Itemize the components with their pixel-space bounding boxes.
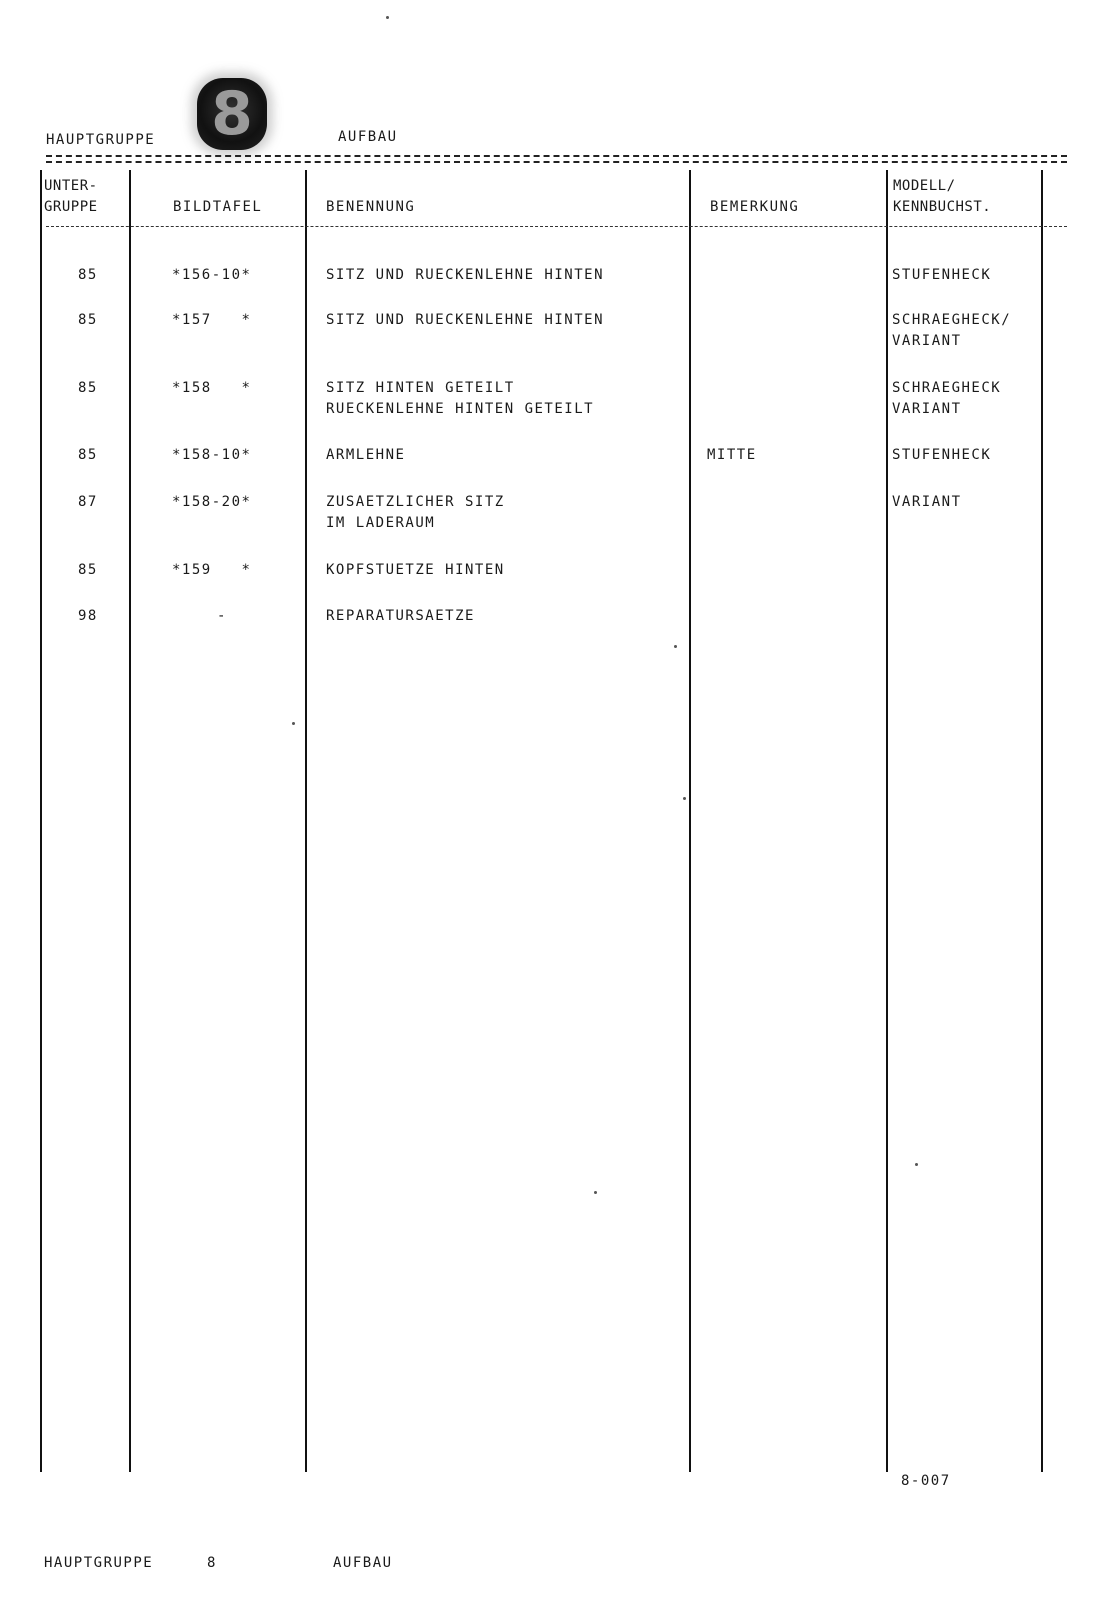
row-modell: VARIANT	[892, 494, 962, 510]
row-bemerkung: MITTE	[707, 447, 757, 463]
row-benennung: ARMLEHNE	[326, 447, 406, 463]
group-number-stamp: 8	[197, 78, 267, 150]
row-bildtafel: *158 *	[172, 380, 252, 396]
row-untergruppe: 85	[78, 267, 98, 283]
scan-speck	[386, 16, 389, 19]
row-modell: SCHRAEGHECK/ VARIANT	[892, 312, 1012, 349]
header-rule-bottom	[46, 161, 1067, 163]
column-header-rule	[46, 226, 1067, 227]
column-header-modell: MODELL/ KENNBUCHST.	[893, 178, 992, 215]
row-modell: SCHRAEGHECK VARIANT	[892, 380, 1002, 417]
column-divider-4	[886, 170, 888, 1472]
row-bildtafel: *158-10*	[172, 447, 252, 463]
row-bildtafel: *158-20*	[172, 494, 252, 510]
column-divider-1	[129, 170, 131, 1472]
row-untergruppe: 85	[78, 447, 98, 463]
footer-label: HAUPTGRUPPE	[44, 1555, 154, 1571]
scan-speck	[292, 722, 295, 725]
row-untergruppe: 98	[78, 608, 98, 624]
header-rule-top	[46, 155, 1067, 157]
table-border-right	[1041, 170, 1043, 1472]
row-benennung: SITZ UND RUECKENLEHNE HINTEN	[326, 312, 605, 328]
row-benennung: KOPFSTUETZE HINTEN	[326, 562, 505, 578]
row-untergruppe: 85	[78, 380, 98, 396]
column-header-benennung: BENENNUNG	[326, 199, 416, 215]
footer-group-number: 8	[207, 1555, 217, 1571]
column-header-bildtafel: BILDTAFEL	[173, 199, 263, 215]
row-modell: STUFENHECK	[892, 447, 992, 463]
scan-speck	[674, 645, 677, 648]
column-header-untergruppe: UNTER- GRUPPE	[44, 178, 98, 215]
row-modell: STUFENHECK	[892, 267, 992, 283]
scan-speck	[915, 1163, 918, 1166]
page-number: 8-007	[901, 1473, 951, 1489]
scan-speck	[594, 1191, 597, 1194]
row-bildtafel: *159 *	[172, 562, 252, 578]
row-untergruppe: 85	[78, 312, 98, 328]
row-bildtafel: *156-10*	[172, 267, 252, 283]
row-benennung: SITZ UND RUECKENLEHNE HINTEN	[326, 267, 605, 283]
row-benennung: ZUSAETZLICHER SITZ IM LADERAUM	[326, 494, 505, 531]
footer-title: AUFBAU	[333, 1555, 393, 1571]
column-divider-2	[305, 170, 307, 1472]
row-benennung: SITZ HINTEN GETEILT RUECKENLEHNE HINTEN GETEILT	[326, 380, 595, 417]
scan-speck	[683, 797, 686, 800]
row-bildtafel: *157 *	[172, 312, 252, 328]
row-bildtafel: -	[217, 608, 227, 624]
header-title: AUFBAU	[338, 129, 398, 145]
row-benennung: REPARATURSAETZE	[326, 608, 475, 624]
table-border-left	[40, 170, 42, 1472]
row-untergruppe: 87	[78, 494, 98, 510]
column-divider-3	[689, 170, 691, 1472]
header-label: HAUPTGRUPPE	[46, 132, 156, 148]
row-untergruppe: 85	[78, 562, 98, 578]
column-header-bemerkung: BEMERKUNG	[710, 199, 800, 215]
